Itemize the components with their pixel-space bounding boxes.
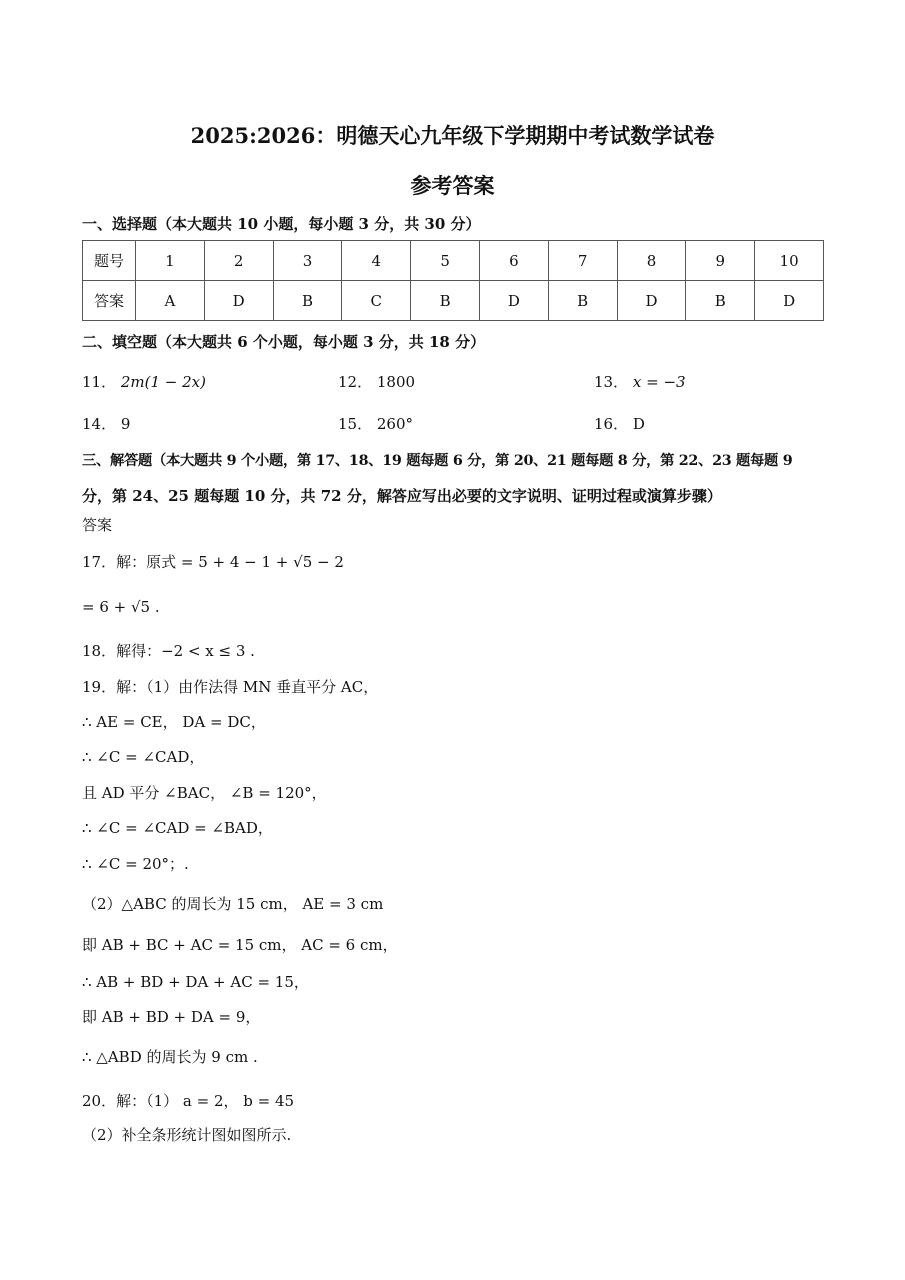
solution-line: ∴ ∠C = ∠CAD = ∠BAD， bbox=[82, 819, 273, 837]
fill-item-value: D bbox=[632, 415, 645, 433]
fill-item-label: 15． bbox=[338, 415, 373, 433]
section-3-heading-line-2: 分，第 24、25 题每题 10 分，共 72 分，解答应写出必要的文字说明、证明过程或演算步骤） bbox=[82, 487, 722, 505]
solution-line: 即 AB + BC + AC = 15 cm， AC = 6 cm， bbox=[82, 936, 398, 954]
fill-item-12 bbox=[338, 371, 415, 392]
question-number: 2 bbox=[204, 241, 273, 281]
solution-line: （2）补全条形统计图如图所示. bbox=[82, 1126, 292, 1144]
table-row-numbers bbox=[83, 241, 824, 281]
fill-item-label: 12． bbox=[338, 373, 373, 391]
question-number: 5 bbox=[411, 241, 480, 281]
choice-answer-table bbox=[82, 240, 824, 321]
question-number: 1 bbox=[136, 241, 205, 281]
fill-item-value: 2m(1 − 2x) bbox=[120, 373, 206, 391]
fill-item-label: 11． bbox=[82, 373, 117, 391]
fill-item-value: 1800 bbox=[376, 373, 416, 391]
answer-cell: B bbox=[686, 281, 755, 321]
fill-item-11 bbox=[82, 371, 206, 392]
fill-item-value: x = −3 bbox=[632, 373, 686, 391]
solution-line: 即 AB + BD + DA = 9， bbox=[82, 1008, 261, 1026]
fill-item-value: 9 bbox=[120, 415, 131, 433]
table-row-answers bbox=[83, 281, 824, 321]
page-subtitle: 参考答案 bbox=[410, 173, 495, 198]
answer-cell: B bbox=[411, 281, 480, 321]
answer-cell: D bbox=[617, 281, 686, 321]
answer-cell: D bbox=[479, 281, 548, 321]
section-3-heading-line-1: 三、解答题（本大题共 9 个小题，第 17、18、19 题每题 6 分，第 20、21 题每题 8 分，第 22、23 题每题 9 bbox=[82, 453, 793, 469]
question-number: 6 bbox=[479, 241, 548, 281]
solution-line: 19．解：（1）由作法得 MN 垂直平分 AC， bbox=[82, 678, 379, 696]
page-title: 2025:2026：明德天心九年级下学期期中考试数学试卷 bbox=[190, 123, 715, 148]
question-number: 8 bbox=[617, 241, 686, 281]
question-number: 10 bbox=[755, 241, 824, 281]
section-2-heading: 二、填空题（本大题共 6 个小题，每小题 3 分，共 18 分） bbox=[82, 333, 486, 351]
fill-item-label: 14． bbox=[82, 415, 117, 433]
fill-item-label: 13． bbox=[594, 373, 629, 391]
fill-item-label: 16． bbox=[594, 415, 629, 433]
solution-line: 且 AD 平分 ∠BAC， ∠B = 120°， bbox=[82, 784, 327, 802]
answer-cell: D bbox=[755, 281, 824, 321]
question-number: 3 bbox=[273, 241, 342, 281]
answer-cell: D bbox=[204, 281, 273, 321]
answer-cell: A bbox=[136, 281, 205, 321]
fill-item-14 bbox=[82, 413, 130, 434]
answer-cell: B bbox=[548, 281, 617, 321]
question-number: 4 bbox=[342, 241, 411, 281]
fill-item-13 bbox=[594, 371, 686, 392]
question-number: 7 bbox=[548, 241, 617, 281]
solution-line: 18．解得：−2 < x ≤ 3 . bbox=[82, 642, 255, 660]
solution-line: ∴ ∠C = ∠CAD， bbox=[82, 748, 205, 766]
table-header-number: 题号 bbox=[83, 241, 136, 281]
answer-cell: C bbox=[342, 281, 411, 321]
section-1-heading: 一、选择题（本大题共 10 小题，每小题 3 分，共 30 分） bbox=[82, 215, 481, 233]
solution-line: 17．解：原式 = 5 + 4 − 1 + √5 − 2 bbox=[82, 553, 344, 571]
solution-line: ∴ △ABD 的周长为 9 cm . bbox=[82, 1048, 258, 1066]
solution-line: ∴ ∠C = 20°；. bbox=[82, 855, 189, 873]
answer-label: 答案 bbox=[82, 516, 113, 534]
solution-line: ∴ AB + BD + DA + AC = 15， bbox=[82, 973, 309, 991]
fill-item-15 bbox=[338, 413, 413, 434]
fill-item-16 bbox=[594, 413, 645, 434]
answer-cell: B bbox=[273, 281, 342, 321]
table-header-answer: 答案 bbox=[83, 281, 136, 321]
solution-line: = 6 + √5 . bbox=[82, 598, 160, 616]
solution-line: （2）△ABC 的周长为 15 cm， AE = 3 cm bbox=[82, 895, 384, 913]
solution-line: ∴ AE = CE， DA = DC， bbox=[82, 713, 266, 731]
fill-item-value: 260° bbox=[376, 415, 414, 433]
solution-line: 20．解：（1） a = 2， b = 45 bbox=[82, 1092, 295, 1110]
question-number: 9 bbox=[686, 241, 755, 281]
